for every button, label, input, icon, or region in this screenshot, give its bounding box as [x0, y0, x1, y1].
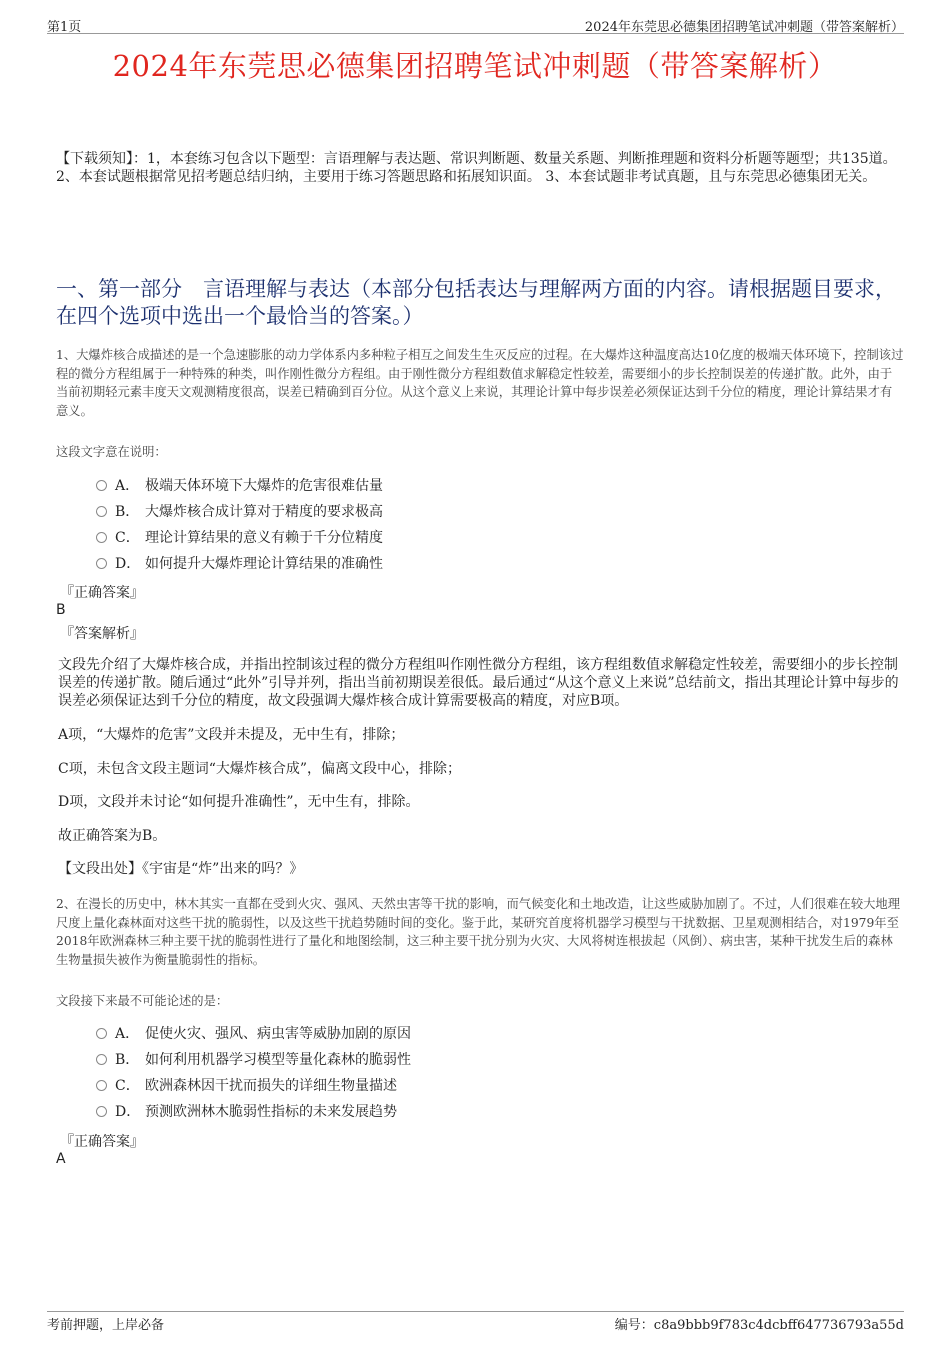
- question-1-answer: B: [56, 602, 66, 618]
- question-1-source: 【文段出处】《宇宙是“炸”出来的吗？》: [58, 861, 304, 877]
- question-2-stem: 2、在漫长的历史中，林木其实一直都在受到火灾、强风、天然虫害等干扰的影响，而气候变化和土地改造，让这些威胁加剧了。不过，人们很难在较大地理尺度上量化森林面对这些干扰的脆弱性，以及这些干扰趋势随时间的变化。鉴于此，某研究首度将机器学习模型与干扰数据、卫星观测相结合，对1979年至2018年欧洲森林三种主要干扰的脆弱性进行了量化和地图绘制，这三种主要干扰分别为火灾、大风将树连根拔起（风倒）、病虫害，某种干扰发生后的森林生物量损失被作为衡量脆弱性的指标。: [56, 897, 901, 967]
- question-2-option-d[interactable]: D． 预测欧洲林木脆弱性指标的未来发展趋势: [96, 1101, 397, 1123]
- question-1-option-b[interactable]: B． 大爆炸核合成计算对于精度的要求极高: [96, 501, 383, 523]
- question-2-option-b[interactable]: B． 如何利用机器学习模型等量化森林的脆弱性: [96, 1049, 411, 1071]
- question-2-option-a[interactable]: A． 促使火灾、强风、病虫害等威胁加剧的原因: [96, 1023, 411, 1045]
- question-1-prompt: 这段文字意在说明：: [56, 445, 167, 459]
- section-heading: 一、第一部分 言语理解与表达（本部分包括表达与理解两方面的内容。请根据题目要求，在四个选项中选出一个最恰当的答案。）: [56, 277, 896, 328]
- question-2-prompt: 文段接下来最不可能论述的是：: [56, 994, 229, 1008]
- question-1-analysis-c: C项，未包含文段主题词“大爆炸核合成”，偏离文段中心，排除；: [58, 761, 462, 777]
- download-notice: 【下载须知】：1，本套练习包含以下题型：言语理解与表达题、常识判断题、数量关系题、判断推理题和资料分析题等题型；共135道。 2、本套试题根据常见招考题总结归纳，主要用于练习答题思路和拓展知识面。 3、本套试题非考试真题，且与东莞思必德集团无关。: [56, 151, 897, 185]
- radio-icon[interactable]: [96, 1080, 107, 1091]
- header-doc-title: 2024年东莞思必德集团招聘笔试冲刺题（带答案解析）: [584, 20, 904, 35]
- question-1-option-a[interactable]: A． 极端天体环境下大爆炸的危害很难估量: [96, 475, 383, 497]
- page-title: 2024年东莞思必德集团招聘笔试冲刺题（带答案解析）: [112, 49, 838, 83]
- question-2-answer-label: 『正确答案』: [60, 1134, 144, 1150]
- question-1-analysis-a: A项，“大爆炸的危害”文段并未提及，无中生有，排除；: [58, 727, 405, 743]
- radio-icon[interactable]: [96, 532, 107, 543]
- question-1-analysis-label: 『答案解析』: [60, 626, 144, 642]
- page-number: 第1页: [47, 20, 82, 35]
- question-2-answer: A: [56, 1151, 66, 1167]
- radio-icon[interactable]: [96, 1054, 107, 1065]
- header-divider: [47, 33, 904, 34]
- question-1-analysis-d: D项，文段并未讨论“如何提升准确性”，无中生有，排除。: [58, 794, 420, 810]
- footer-doc-id: 编号：c8a9bbb9f783c4dcbff647736793a55d: [614, 1318, 904, 1333]
- radio-icon[interactable]: [96, 480, 107, 491]
- question-1-stem: 1、大爆炸核合成描述的是一个急速膨胀的动力学体系内多种粒子相互之间发生生灭反应的过程。在大爆炸这种温度高达10亿度的极端天体环境下，控制该过程的微分方程组属于一种特殊的种类，叫作刚性微分方程组。由于刚性微分方程组数值求解稳定性较差，需要细小的步长控制误差的传递扩散。此外，由于当前初期轻元素丰度天文观测精度很高，误差已精确到百分位。从这个意义上来说，其理论计算中每步误差必须保证达到千分位的精度，理论计算结果才有意义。: [56, 348, 904, 418]
- question-1-option-d[interactable]: D． 如何提升大爆炸理论计算结果的准确性: [96, 553, 383, 575]
- question-1-analysis: 文段先介绍了大爆炸核合成，并指出控制该过程的微分方程组叫作刚性微分方程组，该方程组数值求解稳定性较差，需要细小的步长控制误差的传递扩散。随后通过“此外”引导并列，指出当前初期误差很低。最后通过“从这个意义上来说”总结前文，指出其理论计算中每步的误差必须保证达到千分位的精度，故文段强调大爆炸核合成计算需要极高的精度，对应B项。: [58, 657, 899, 709]
- radio-icon[interactable]: [96, 1106, 107, 1117]
- question-1-answer-label: 『正确答案』: [60, 585, 144, 601]
- question-1-option-c[interactable]: C． 理论计算结果的意义有赖于千分位精度: [96, 527, 383, 549]
- radio-icon[interactable]: [96, 1028, 107, 1039]
- footer-slogan: 考前押题，上岸必备: [47, 1318, 165, 1333]
- radio-icon[interactable]: [96, 506, 107, 517]
- footer-divider: [47, 1311, 904, 1312]
- question-1-conclusion: 故正确答案为B。: [58, 828, 167, 844]
- question-2-option-c[interactable]: C． 欧洲森林因干扰而损失的详细生物量描述: [96, 1075, 397, 1097]
- radio-icon[interactable]: [96, 558, 107, 569]
